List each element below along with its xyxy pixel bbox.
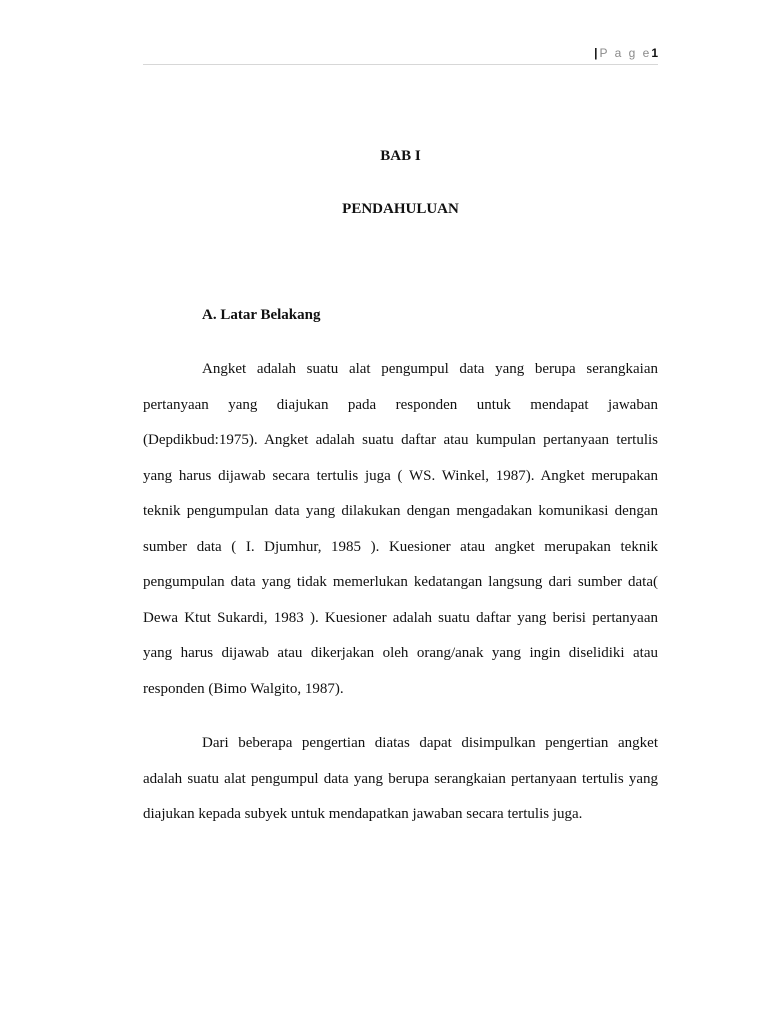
section-heading: A. Latar Belakang — [202, 307, 321, 323]
paragraph-definition: Angket adalah suatu alat pengumpul data yang berupa serangkaian pertanyaan yang diajukan pada responden untuk mendapat jawaban (Depdikbud:1975). Angket adalah suatu daftar atau kumpulan pertanyaan tertulis yang harus dijawab secara tertulis juga ( WS. Winkel, 1987). Angket merupakan teknik pengumpulan data yang dilakukan dengan mengadakan komunikasi dengan sumber data ( I. Djumhur, 1985 ). Kuesioner atau angket merupakan teknik pengumpulan data yang tidak memerlukan kedatangan langsung dari sumber data( Dewa Ktut Sukardi, 1983 ). Kuesioner adalah suatu daftar yang berisi pertanyaan yang harus dijawab atau dikerjakan oleh orang/anak yang ingin diselidiki atau responden (Bimo Walgito, 1987). — [143, 361, 658, 697]
page-number: 1 — [651, 46, 658, 60]
page-header — [143, 44, 658, 65]
paragraph-conclusion: Dari beberapa pengertian diatas dapat disimpulkan pengertian angket adalah suatu alat pengumpul data yang berupa serangkaian pertanyaan tertulis yang diajukan kepada subyek untuk mendapatkan jawaban secara tertulis juga. — [143, 735, 658, 822]
chapter-title: PENDAHULUAN — [342, 201, 459, 217]
page-label-separator: | — [594, 46, 598, 60]
page-label-text: P a g e — [599, 46, 652, 60]
chapter-number: BAB I — [380, 148, 421, 164]
page-number-label — [594, 46, 658, 60]
